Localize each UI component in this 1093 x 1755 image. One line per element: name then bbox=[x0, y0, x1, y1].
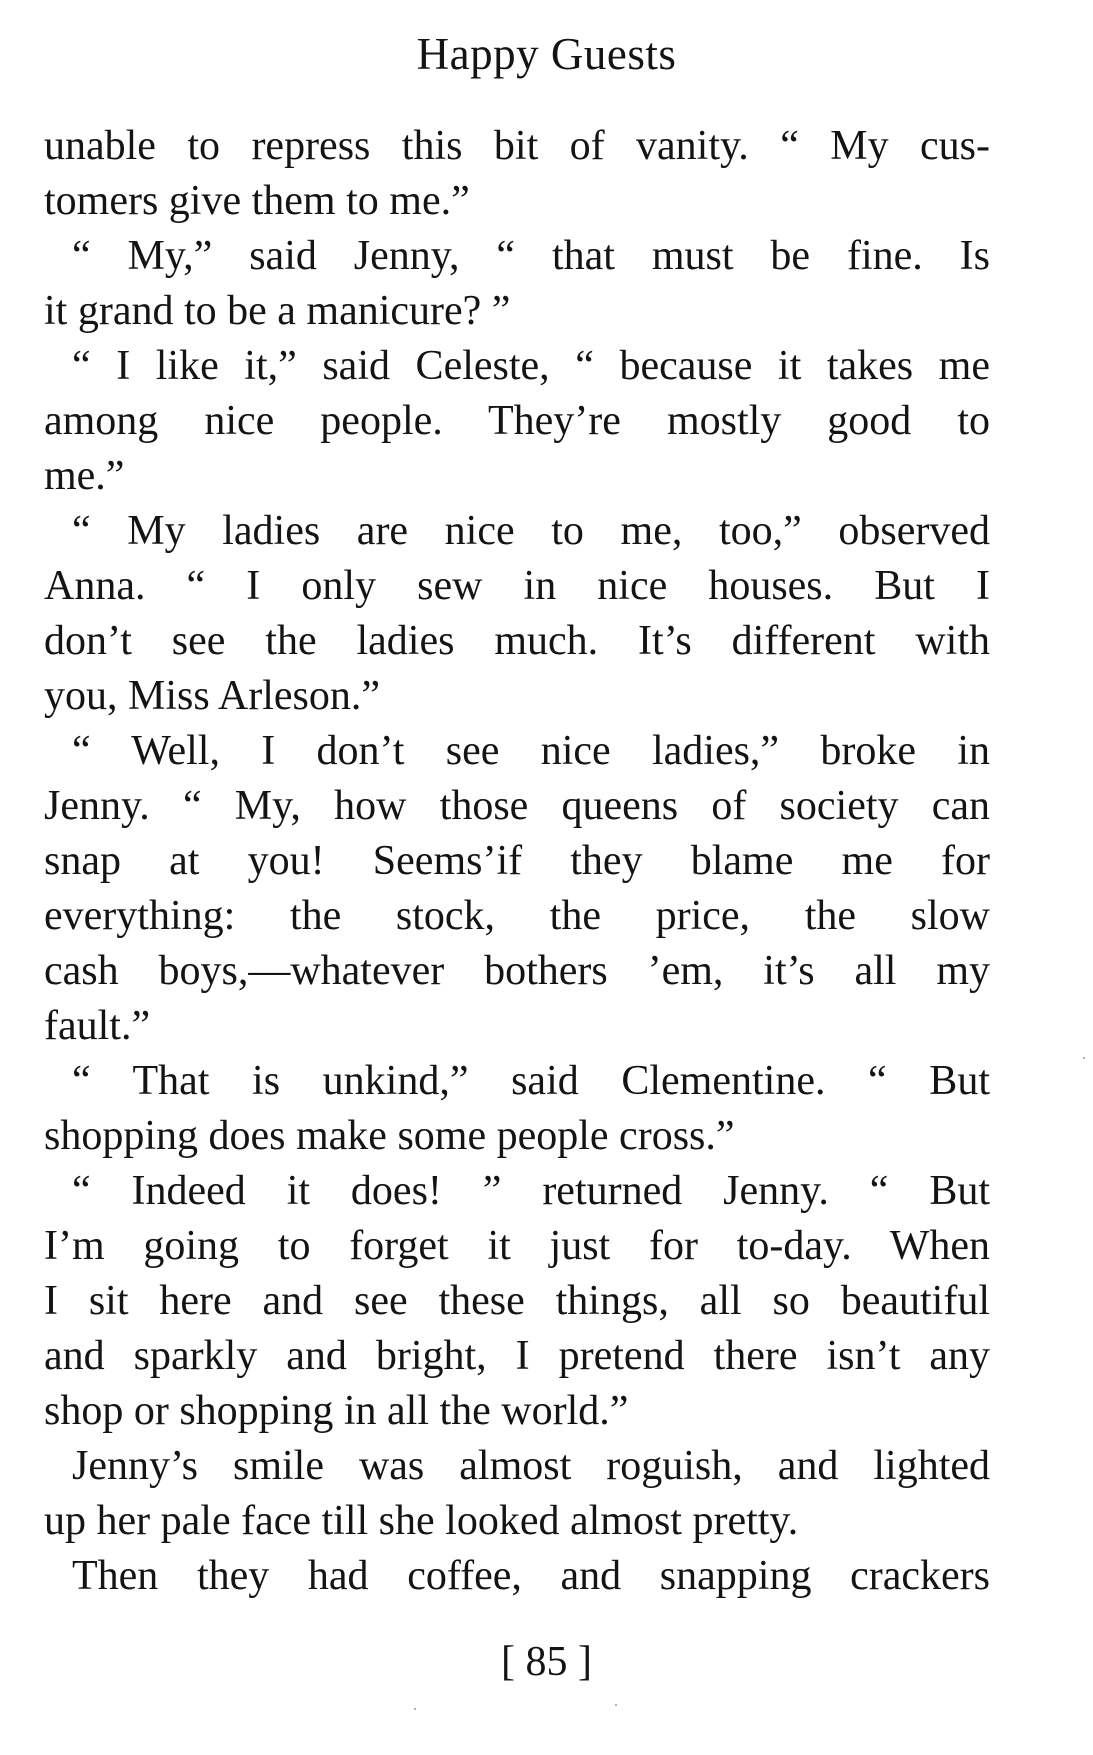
text-line: tomers give them to me.” bbox=[44, 178, 470, 224]
body-text bbox=[44, 119, 990, 1604]
text-line: among nice people. They’re mostly good to bbox=[44, 398, 990, 444]
text-line: snap at you! Seems’if they blame me for bbox=[44, 838, 990, 884]
text-line: “ I like it,” said Celeste, “ because it takes me bbox=[72, 343, 990, 389]
text-line: unable to repress this bit of vanity. “ My cus- bbox=[44, 123, 990, 169]
text-line: “ My,” said Jenny, “ that must be fine. Is bbox=[72, 233, 990, 279]
text-line: Anna. “ I only sew in nice houses. But I bbox=[44, 563, 990, 609]
text-line: Then they had coffee, and snapping crackers bbox=[72, 1553, 990, 1599]
text-line: don’t see the ladies much. It’s different with bbox=[44, 618, 990, 664]
text-line: “ My ladies are nice to me, too,” observed bbox=[72, 508, 990, 554]
text-line: up her pale face till she looked almost pretty. bbox=[44, 1498, 799, 1544]
scan-speck bbox=[1083, 1057, 1085, 1059]
text-line: and sparkly and bright, I pretend there isn’t any bbox=[44, 1333, 990, 1379]
text-line: “ Well, I don’t see nice ladies,” broke in bbox=[72, 728, 990, 774]
text-line: “ That is unkind,” said Clementine. “ But bbox=[72, 1058, 990, 1104]
text-line: shop or shopping in all the world.” bbox=[44, 1388, 629, 1434]
text-line: it grand to be a manicure? ” bbox=[44, 288, 511, 334]
text-line: fault.” bbox=[44, 1003, 151, 1049]
text-line: Jenny. “ My, how those queens of society can bbox=[44, 783, 990, 829]
scan-speck bbox=[414, 1708, 416, 1710]
text-line: cash boys,—whatever bothers ’em, it’s all my bbox=[44, 948, 990, 994]
page-number: [ 85 ] bbox=[501, 1639, 592, 1685]
text-line: everything: the stock, the price, the slow bbox=[44, 893, 990, 939]
text-line: shopping does make some people cross.” bbox=[44, 1113, 735, 1159]
text-line: I sit here and see these things, all so beautiful bbox=[44, 1278, 990, 1324]
text-line: me.” bbox=[44, 453, 125, 499]
text-line: I’m going to forget it just for to-day. When bbox=[44, 1223, 990, 1269]
running-head: Happy Guests bbox=[416, 29, 677, 79]
scan-speck bbox=[615, 1704, 617, 1706]
text-line: you, Miss Arleson.” bbox=[44, 673, 380, 719]
text-line: “ Indeed it does! ” returned Jenny. “ But bbox=[72, 1168, 990, 1214]
text-line: Jenny’s smile was almost roguish, and lighted bbox=[72, 1443, 990, 1489]
